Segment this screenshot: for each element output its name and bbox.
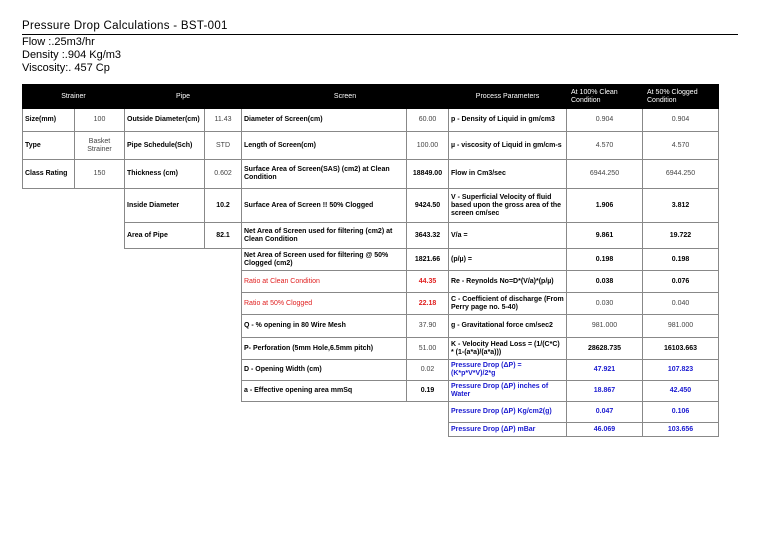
- screen-label: Net Area of Screen used for filtering @ 50% Clogged (cm2): [242, 249, 407, 271]
- screen-label: Ratio at 50% Clogged: [242, 293, 407, 315]
- pipe-thickness-value: 0.602: [205, 160, 242, 189]
- process-label: Flow in Cm3/sec: [449, 160, 567, 189]
- screen-value: 1821.66: [407, 249, 449, 271]
- pipe-od-value: 11.43: [205, 109, 242, 132]
- clogged-value: 3.812: [643, 189, 719, 223]
- screen-label: P- Perforation (5mm Hole,6.5mm pitch): [242, 338, 407, 360]
- blank-cell: [75, 249, 125, 271]
- blank-cell: [125, 315, 205, 338]
- process-label: Pressure Drop (ΔP) mBar: [449, 423, 567, 437]
- table-row: [23, 360, 719, 381]
- screen-label: Ratio at Clean Condition: [242, 271, 407, 293]
- blank-cell: [23, 223, 75, 249]
- screen-value: 51.00: [407, 338, 449, 360]
- table-row: [23, 423, 719, 437]
- blank-cell: [125, 293, 205, 315]
- col-clogged: At 50% Clogged Condition: [643, 85, 719, 109]
- blank-cell: [23, 293, 75, 315]
- table-row: [23, 315, 719, 338]
- process-label: Pressure Drop (ΔP) = (K*p*V*V)/2*g: [449, 360, 567, 381]
- blank-cell: [23, 315, 75, 338]
- table-row: [23, 338, 719, 360]
- clogged-value: 0.106: [643, 402, 719, 423]
- table-row: [23, 402, 719, 423]
- blank-cell: [205, 249, 242, 271]
- process-label: V/a =: [449, 223, 567, 249]
- blank-cell: [23, 423, 449, 437]
- process-label: K - Velocity Head Loss = (1/(C*C) * (1-(a*a)/(a*a))): [449, 338, 567, 360]
- blank-cell: [75, 338, 125, 360]
- flow-text: Flow :.25m3/hr: [22, 36, 95, 48]
- clean-value: 1.906: [567, 189, 643, 223]
- clean-value: 9.861: [567, 223, 643, 249]
- table-row: [23, 223, 719, 249]
- strainer-size-label: Size(mm): [23, 109, 75, 132]
- title-divider: [22, 34, 738, 35]
- screen-label: Surface Area of Screen(SAS) (cm2) at Clean Condition: [242, 160, 407, 189]
- clean-value: 0.198: [567, 249, 643, 271]
- clogged-value: 0.076: [643, 271, 719, 293]
- clogged-value: 42.450: [643, 381, 719, 402]
- screen-label: Surface Area of Screen !! 50% Clogged: [242, 189, 407, 223]
- col-screen: Screen: [242, 85, 449, 109]
- table-row: [23, 271, 719, 293]
- blank-cell: [75, 189, 125, 223]
- clogged-value: 19.722: [643, 223, 719, 249]
- viscosity-text: Viscosity:. 457 Cp: [22, 62, 110, 74]
- clean-value: 0.047: [567, 402, 643, 423]
- strainer-class-value: 150: [75, 160, 125, 189]
- report-title: Pressure Drop Calculations - BST-001: [22, 20, 228, 32]
- clogged-value: 16103.663: [643, 338, 719, 360]
- blank-cell: [125, 338, 205, 360]
- clean-value: 981.000: [567, 315, 643, 338]
- process-label: Pressure Drop (ΔP) Kg/cm2(g): [449, 402, 567, 423]
- col-clean: At 100% Clean Condition: [567, 85, 643, 109]
- clean-value: 0.030: [567, 293, 643, 315]
- blank-cell: [205, 271, 242, 293]
- pipe-area-label: Area of Pipe: [125, 223, 205, 249]
- table-row: [23, 109, 719, 132]
- blank-cell: [125, 271, 205, 293]
- clogged-value: 6944.250: [643, 160, 719, 189]
- strainer-size-value: 100: [75, 109, 125, 132]
- screen-label: Net Area of Screen used for filtering (cm2) at Clean Condition: [242, 223, 407, 249]
- pipe-schedule-value: STD: [205, 132, 242, 160]
- screen-value: 60.00: [407, 109, 449, 132]
- table-row: [23, 381, 719, 402]
- process-label: g - Gravitational force cm/sec2: [449, 315, 567, 338]
- clogged-value: 103.656: [643, 423, 719, 437]
- blank-cell: [125, 360, 205, 381]
- pipe-area-value: 82.1: [205, 223, 242, 249]
- col-strainer: Strainer: [23, 85, 125, 109]
- clean-value: 18.867: [567, 381, 643, 402]
- blank-cell: [75, 293, 125, 315]
- screen-value: 37.90: [407, 315, 449, 338]
- blank-cell: [205, 293, 242, 315]
- table-row: [23, 132, 719, 160]
- screen-value: 0.02: [407, 360, 449, 381]
- process-label: p - Density of Liquid in gm/cm3: [449, 109, 567, 132]
- blank-cell: [75, 315, 125, 338]
- process-label: (p/µ) =: [449, 249, 567, 271]
- table-row: [23, 160, 719, 189]
- blank-cell: [205, 360, 242, 381]
- process-label: µ - viscosity of Liquid in gm/cm-s: [449, 132, 567, 160]
- screen-value: 22.18: [407, 293, 449, 315]
- screen-label: Q - % opening in 80 Wire Mesh: [242, 315, 407, 338]
- screen-value: 0.19: [407, 381, 449, 402]
- blank-cell: [23, 271, 75, 293]
- blank-cell: [23, 402, 449, 423]
- blank-cell: [23, 381, 75, 402]
- clogged-value: 0.198: [643, 249, 719, 271]
- clean-value: 6944.250: [567, 160, 643, 189]
- process-label: V - Superficial Velocity of fluid based upon the gross area of the screen cm/sec: [449, 189, 567, 223]
- blank-cell: [75, 360, 125, 381]
- pipe-inside-diameter-label: Inside Diameter: [125, 189, 205, 223]
- clean-value: 46.069: [567, 423, 643, 437]
- clean-value: 0.904: [567, 109, 643, 132]
- blank-cell: [125, 249, 205, 271]
- report-header: [22, 20, 738, 74]
- strainer-class-label: Class Rating: [23, 160, 75, 189]
- clean-value: 4.570: [567, 132, 643, 160]
- blank-cell: [75, 381, 125, 402]
- screen-label: D - Opening Width (cm): [242, 360, 407, 381]
- clogged-value: 4.570: [643, 132, 719, 160]
- strainer-type-label: Type: [23, 132, 75, 160]
- screen-value: 44.35: [407, 271, 449, 293]
- blank-cell: [23, 249, 75, 271]
- blank-cell: [205, 315, 242, 338]
- clogged-value: 0.904: [643, 109, 719, 132]
- screen-value: 3643.32: [407, 223, 449, 249]
- screen-value: 18849.00: [407, 160, 449, 189]
- blank-cell: [205, 338, 242, 360]
- pipe-thickness-label: Thickness (cm): [125, 160, 205, 189]
- pipe-od-label: Outside Diameter(cm): [125, 109, 205, 132]
- clean-value: 28628.735: [567, 338, 643, 360]
- blank-cell: [23, 338, 75, 360]
- blank-cell: [75, 223, 125, 249]
- clean-value: 0.038: [567, 271, 643, 293]
- blank-cell: [125, 381, 205, 402]
- process-label: C - Coefficient of discharge (From Perry page no. 5-40): [449, 293, 567, 315]
- blank-cell: [23, 189, 75, 223]
- pipe-inside-diameter-value: 10.2: [205, 189, 242, 223]
- clogged-value: 981.000: [643, 315, 719, 338]
- screen-label: Diameter of Screen(cm): [242, 109, 407, 132]
- screen-label: Length of Screen(cm): [242, 132, 407, 160]
- screen-value: 100.00: [407, 132, 449, 160]
- clean-value: 47.921: [567, 360, 643, 381]
- process-label: Pressure Drop (ΔP) inches of Water: [449, 381, 567, 402]
- calculation-table: [22, 84, 719, 437]
- clogged-value: 0.040: [643, 293, 719, 315]
- strainer-type-value: Basket Strainer: [75, 132, 125, 160]
- table-row: [23, 249, 719, 271]
- blank-cell: [75, 271, 125, 293]
- screen-value: 9424.50: [407, 189, 449, 223]
- blank-cell: [205, 381, 242, 402]
- density-text: Density :.904 Kg/m3: [22, 49, 122, 61]
- header-row: [23, 85, 719, 109]
- table-row: [23, 293, 719, 315]
- col-process: Process Parameters: [449, 85, 567, 109]
- screen-label: a - Effective opening area mmSq: [242, 381, 407, 402]
- col-pipe: Pipe: [125, 85, 242, 109]
- pipe-schedule-label: Pipe Schedule(Sch): [125, 132, 205, 160]
- blank-cell: [23, 360, 75, 381]
- table-row: [23, 189, 719, 223]
- process-label: Re - Reynolds No=D*(V/a)*(p/µ): [449, 271, 567, 293]
- clogged-value: 107.823: [643, 360, 719, 381]
